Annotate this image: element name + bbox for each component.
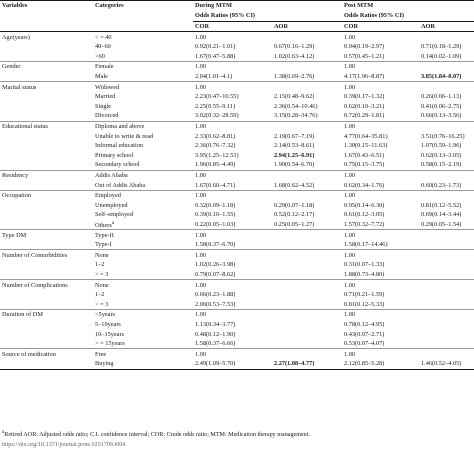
aor-post-cell — [419, 290, 474, 300]
cor-post-cell: 1.57(0.32–7.72) — [344, 220, 385, 228]
variable-cell: Source of medication — [0, 349, 93, 359]
aor-during-cell: 1.90(0.54–6.70) — [274, 161, 315, 169]
variable-cell — [0, 102, 93, 112]
variable-cell: Marital status — [0, 82, 93, 92]
cor-during-cell: 1.00 — [193, 190, 272, 200]
category-cell: Secondary school — [95, 161, 140, 169]
variable-cell — [0, 72, 93, 82]
aor-during-cell: 2.15(0.48–9.62) — [274, 93, 315, 101]
table-row — [0, 200, 474, 210]
cor-post-cell: 1.00 — [342, 190, 419, 200]
cor-post-cell: 0.71(0.21–1.59) — [344, 291, 385, 299]
category-cell: 10–15years — [95, 330, 125, 338]
cor-during-cell: 1.00 — [193, 349, 272, 359]
table-row — [0, 320, 474, 330]
footnote-marker: a — [2, 429, 5, 435]
cor-post-cell: 0.53(0.07–4.07) — [344, 340, 385, 348]
cor-post-cell: 1.00 — [342, 250, 419, 260]
aor-post-cell: 0.62(0.13–3.05) — [421, 151, 462, 159]
category-cell: 40–60 — [95, 43, 111, 51]
cor-post-cell: 1.00 — [342, 310, 419, 320]
cor-during-cell: 1.96(0.85–4.49) — [195, 161, 236, 169]
aor-during-cell: 2.14(0.53–8.61) — [274, 142, 315, 150]
aor-during-cell — [272, 250, 342, 260]
cor-post-cell: 0.62(0.34–1.76) — [344, 181, 385, 189]
aor-during-cell — [272, 280, 342, 290]
cor-during-cell: 1.67(0.60–4.71) — [195, 181, 236, 189]
table-row — [0, 180, 474, 190]
cor-post-cell: 1.30(0.15–11.63) — [344, 142, 388, 150]
cor-during-cell: 1.00 — [193, 82, 272, 92]
aor-during-cell — [272, 260, 342, 270]
aor-post-cell — [419, 320, 474, 330]
table-row — [0, 151, 474, 161]
variable-cell: Residency — [0, 170, 93, 180]
variable-cell — [0, 200, 93, 210]
header-odds-ratio-during: Odds Ratios (95% CI) — [193, 11, 342, 21]
aor-during-cell — [272, 32, 342, 42]
header-row-3 — [0, 21, 474, 32]
aor-post-cell — [419, 310, 474, 320]
aor-post-cell: 0.81(0.12–5.52) — [421, 201, 462, 209]
cor-during-cell: 1.13(0.34–3.77) — [195, 320, 236, 328]
table-row — [0, 190, 474, 200]
category-cell: Divorced — [95, 112, 119, 120]
aor-during-cell: 1.02(0.63–4.12) — [274, 52, 315, 60]
variable-cell — [0, 299, 93, 309]
cor-post-cell: 0.81(0.12–5.33) — [344, 300, 385, 308]
aor-during-cell — [272, 310, 342, 320]
table-row — [0, 62, 474, 72]
table-row — [0, 359, 474, 369]
variable-cell: Type DM — [0, 230, 93, 240]
aor-post-cell: 1.46(0.52–4.05) — [419, 359, 474, 369]
cor-post-cell: 0.95(0.14–6.30) — [344, 201, 385, 209]
variable-cell — [0, 260, 93, 270]
aor-during-cell: 0.25(0.05–1.27) — [274, 220, 315, 228]
table-row — [0, 240, 474, 250]
cor-during-cell: 2.25(0.55–9.11) — [195, 102, 236, 110]
cor-post-cell: 1.00 — [342, 349, 419, 359]
aor-post-cell — [419, 121, 474, 131]
table-row — [0, 290, 474, 300]
variable-cell — [0, 42, 93, 52]
cor-post-cell: 0.57(0.45–1.21) — [344, 52, 385, 60]
header-cor-post: COR — [342, 21, 419, 32]
table-row — [0, 280, 474, 290]
aor-post-cell: 3.51(0.76–16.25) — [421, 132, 465, 140]
cor-during-cell: 1.00 — [193, 170, 272, 180]
header-categories: Categories — [93, 1, 193, 11]
aor-post-cell: 0.26(0.06–1.13) — [421, 93, 462, 101]
variable-cell — [0, 290, 93, 300]
category-cell: Free — [93, 349, 193, 359]
variable-cell: Age(years) — [0, 32, 93, 42]
cor-during-cell: 1.00 — [193, 280, 272, 290]
cor-post-cell: 0.62(0.10–3.21) — [344, 102, 385, 110]
category-cell: >60 — [95, 52, 105, 60]
table-row — [0, 220, 474, 230]
variable-cell: Number of Complications — [0, 280, 93, 290]
cor-post-cell: 1.88(0.73–4.80) — [344, 270, 385, 278]
category-cell: Addis Ababa — [93, 170, 193, 180]
variable-cell — [0, 220, 93, 230]
aor-during-cell — [272, 339, 342, 349]
variable-cell: Gender — [0, 62, 93, 72]
table-row — [0, 270, 474, 280]
table-row — [0, 310, 474, 320]
category-label: Others — [95, 222, 112, 230]
category-cell: Out of Addis Ababa — [95, 181, 146, 189]
category-cell: > = 3 — [95, 300, 109, 308]
variable-cell — [0, 92, 93, 102]
aor-during-cell: 2.36(0.54–10.46) — [274, 102, 318, 110]
aor-post-cell — [419, 339, 474, 349]
cor-post-cell: 1.67(0.43–6.51) — [344, 151, 385, 159]
category-cell: Employed — [93, 190, 193, 200]
aor-post-cell: 0.29(0.05–1.54) — [421, 220, 462, 228]
aor-post-cell — [419, 329, 474, 339]
cor-post-cell: 1.00 — [342, 170, 419, 180]
aor-post-cell — [419, 250, 474, 260]
aor-post-cell: 0.41(0.06–2.75) — [421, 102, 462, 110]
aor-during-cell — [272, 290, 342, 300]
table-row — [0, 170, 474, 180]
variable-cell — [0, 329, 93, 339]
table-row — [0, 111, 474, 121]
table-row — [0, 210, 474, 220]
cor-during-cell: 2.36(0.76–7.32) — [195, 142, 236, 150]
category-cell: Diploma and above — [93, 121, 193, 131]
aor-post-cell: 0.69(0.14–3.44) — [421, 211, 462, 219]
header-row-2 — [0, 11, 474, 21]
table-row — [0, 131, 474, 141]
cor-during-cell: 1.02(0.26–3.98) — [195, 261, 236, 269]
table-row — [0, 299, 474, 309]
category-cell: Buying — [93, 359, 193, 369]
cor-post-cell: 0.61(0.12–3.05) — [344, 211, 385, 219]
aor-post-cell: 0.60(0.23–1.73) — [421, 181, 462, 189]
variable-cell — [0, 320, 93, 330]
variable-cell — [0, 270, 93, 280]
table-row — [0, 339, 474, 349]
aor-post-cell — [419, 62, 474, 72]
header-during-mtm: During MTM — [193, 1, 342, 11]
header-variables: Variables — [0, 1, 93, 11]
cor-during-cell: 1.00 — [193, 250, 272, 260]
cor-during-cell: 0.48(0.12–1.90) — [195, 330, 236, 338]
cor-during-cell: 0.39(0.10–1.55) — [195, 211, 236, 219]
header-post-mtm: Post MTM — [342, 1, 474, 11]
cor-during-cell: 1.00 — [193, 310, 272, 320]
table-row — [0, 160, 474, 170]
category-cell — [93, 220, 193, 230]
cor-post-cell: 0.78(0.12–4.95) — [344, 320, 385, 328]
cor-during-cell: 2.33(0.62–8.81) — [195, 132, 236, 140]
variable-cell — [0, 151, 93, 161]
aor-post-cell: 0.14(0.02–1.09) — [421, 52, 462, 60]
cor-during-cell: 2.00(0.53–7.53) — [195, 300, 236, 308]
category-cell: Self–employed — [95, 211, 134, 219]
aor-during-cell — [272, 240, 342, 250]
aor-post-cell: 1.07(0.59–1.96) — [421, 142, 462, 150]
variable-cell — [0, 160, 93, 170]
header-row-1 — [0, 1, 474, 11]
cor-post-cell: 0.31(0.07–1.33) — [344, 261, 385, 269]
cor-during-cell: 3.95(1.25–12.53) — [195, 151, 239, 159]
category-cell: Female — [93, 62, 193, 72]
category-cell: Type-II — [93, 230, 193, 240]
aor-post-cell — [419, 260, 474, 270]
aor-post-cell — [419, 32, 474, 42]
table-row — [0, 92, 474, 102]
variable-cell — [0, 141, 93, 151]
aor-during-cell: 0.52(0.12–2.17) — [274, 211, 315, 219]
aor-post-cell — [419, 349, 474, 359]
category-cell: Widowed — [93, 82, 193, 92]
variable-cell — [0, 52, 93, 62]
aor-post-cell — [419, 82, 474, 92]
table-row — [0, 349, 474, 359]
cor-post-cell: 1.00 — [342, 32, 419, 42]
aor-during-cell — [272, 82, 342, 92]
cor-post-cell: 1.00 — [342, 62, 419, 72]
variable-cell: Occupation — [0, 190, 93, 200]
table-row — [0, 72, 474, 82]
aor-post-cell — [419, 190, 474, 200]
cor-during-cell: 0.22(0.05–1.03) — [195, 220, 236, 228]
aor-during-cell: 1.68(0.62–4.52) — [274, 181, 315, 189]
aor-post-cell — [419, 240, 474, 250]
aor-during-cell — [272, 270, 342, 280]
aor-during-cell: 2.27(1.08–4.77) — [272, 359, 342, 369]
table-row — [0, 102, 474, 112]
aor-post-cell — [419, 170, 474, 180]
cor-during-cell: 2.04(1.01–4.1) — [195, 73, 233, 81]
aor-during-cell — [272, 190, 342, 200]
category-cell: <5years — [93, 310, 193, 320]
cor-post-cell: 4.17(1.96–8.87) — [344, 73, 385, 81]
table-row — [0, 42, 474, 52]
aor-post-cell — [419, 270, 474, 280]
cor-during-cell: 1.00 — [193, 121, 272, 131]
table-row — [0, 82, 474, 92]
table-row — [0, 250, 474, 260]
aor-post-cell: 0.66(0.13–3.56) — [421, 112, 462, 120]
aor-post-cell — [419, 280, 474, 290]
table-row — [0, 329, 474, 339]
aor-post-cell: 3.85(1.84–8.07) — [421, 73, 462, 81]
table-row — [0, 260, 474, 270]
cor-post-cell: 0.75(0.15–3.75) — [344, 161, 385, 169]
cor-during-cell: 1.67(0.47–5.88) — [195, 52, 236, 60]
category-cell: Unable to write & read — [95, 132, 154, 140]
cor-post-cell: 0.43(0.07–2.71) — [344, 330, 385, 338]
cor-during-cell: 0.32(0.09–1.18) — [195, 201, 236, 209]
category-cell: None — [93, 280, 193, 290]
header-aor-during: AOR — [272, 21, 342, 32]
aor-during-cell — [272, 62, 342, 72]
category-cell: 1–2 — [95, 261, 105, 269]
table-row — [0, 52, 474, 62]
cor-during-cell: 0.92(0.21–1.01) — [195, 43, 236, 51]
variable-cell — [0, 359, 93, 369]
variable-cell — [0, 339, 93, 349]
cor-post-cell: 2.12(0.85–5.28) — [342, 359, 419, 369]
variable-cell: Number of Comorbidities — [0, 250, 93, 260]
aor-post-cell — [419, 230, 474, 240]
category-cell: > = 15years — [95, 340, 125, 348]
aor-during-cell: 2.94(1.25–6.91) — [274, 151, 315, 159]
cor-during-cell: 2.49(1.09–5.70) — [193, 359, 272, 369]
table-footnote — [2, 429, 472, 439]
variable-cell — [0, 180, 93, 190]
table-row — [0, 32, 474, 42]
aor-during-cell: 0.67(0.16–1.29) — [274, 43, 315, 51]
aor-post-cell — [419, 299, 474, 309]
cor-during-cell: 1.00 — [193, 230, 272, 240]
category-cell: > = 3 — [95, 270, 109, 278]
cor-post-cell: 1.00 — [342, 230, 419, 240]
variable-cell: Duration of DM — [0, 310, 93, 320]
header-aor-post: AOR — [419, 21, 474, 32]
aor-during-cell — [272, 329, 342, 339]
aor-during-cell: 2.19(0.67–7.19) — [274, 132, 315, 140]
category-cell: Unemployed — [95, 201, 128, 209]
aor-during-cell: 1.38(0.69–2.76) — [274, 73, 315, 81]
cor-during-cell: 3.02(0.32–28.59) — [195, 112, 239, 120]
aor-post-cell: 0.71(0.18–1.29) — [421, 43, 462, 51]
cor-post-cell: 1.58(0.17–14.46) — [344, 241, 388, 249]
aor-during-cell — [272, 230, 342, 240]
doi-link[interactable]: https://doi.org/10.1371/journal.pone.0251709.t004 — [2, 442, 126, 448]
category-cell: 5–10years — [95, 320, 121, 328]
category-cell: None — [93, 250, 193, 260]
cor-during-cell: 1.58(0.37–6.70) — [195, 241, 236, 249]
category-cell: Single — [95, 102, 112, 110]
category-cell: 1–2 — [95, 291, 105, 299]
cor-during-cell: 1.00 — [193, 62, 272, 72]
variable-cell — [0, 131, 93, 141]
table-row — [0, 141, 474, 151]
aor-during-cell — [272, 349, 342, 359]
table-row — [0, 230, 474, 240]
cor-during-cell: 0.66(0.23–1.88) — [195, 291, 236, 299]
aor-during-cell: 0.29(0.07–1.18) — [274, 201, 315, 209]
aor-during-cell — [272, 121, 342, 131]
cor-during-cell: 1.58(0.37–6.66) — [195, 340, 236, 348]
cor-during-cell: 0.79(0.07–8.62) — [195, 270, 236, 278]
aor-during-cell: 3.15(0.28–34.76) — [274, 112, 318, 120]
cor-post-cell: 1.00 — [342, 280, 419, 290]
cor-post-cell: 0.94(0.19–2.97) — [344, 43, 385, 51]
aor-during-cell — [272, 299, 342, 309]
footnote-marker: a — [111, 219, 115, 226]
category-cell: Type-I — [95, 241, 112, 249]
aor-post-cell: 0.58(0.15–2.19) — [421, 161, 462, 169]
variable-cell — [0, 111, 93, 121]
cor-during-cell: 1.00 — [193, 32, 272, 42]
cor-post-cell: 0.39(0.17–1.32) — [344, 93, 385, 101]
footnote-text: Retired AOR: Adjusted odds ratio; C.I. confidence interval; COR: Crude odds ratio; MTM: Medication therapy management. — [4, 432, 310, 439]
aor-during-cell — [272, 320, 342, 330]
header-cor-during: COR — [193, 21, 272, 32]
table-row — [0, 121, 474, 131]
aor-during-cell — [272, 170, 342, 180]
category-cell: Informal education — [95, 142, 144, 150]
cor-post-cell: 1.00 — [342, 121, 419, 131]
variable-cell: Educational status — [0, 121, 93, 131]
cor-post-cell: 4.77(0.64–35.81) — [344, 132, 388, 140]
cor-post-cell: 1.00 — [342, 82, 419, 92]
category-cell: < = 40 — [93, 32, 193, 42]
header-odds-ratio-post: Odds Ratios (95% CI) — [342, 11, 474, 21]
category-cell: Primary school — [95, 151, 134, 159]
category-cell: Male — [95, 73, 108, 81]
cor-during-cell: 2.23(0.47–10.55) — [195, 93, 239, 101]
variable-cell — [0, 240, 93, 250]
category-cell: Married — [95, 93, 116, 101]
cor-post-cell: 0.72(0.29–1.81) — [344, 112, 385, 120]
variable-cell — [0, 210, 93, 220]
